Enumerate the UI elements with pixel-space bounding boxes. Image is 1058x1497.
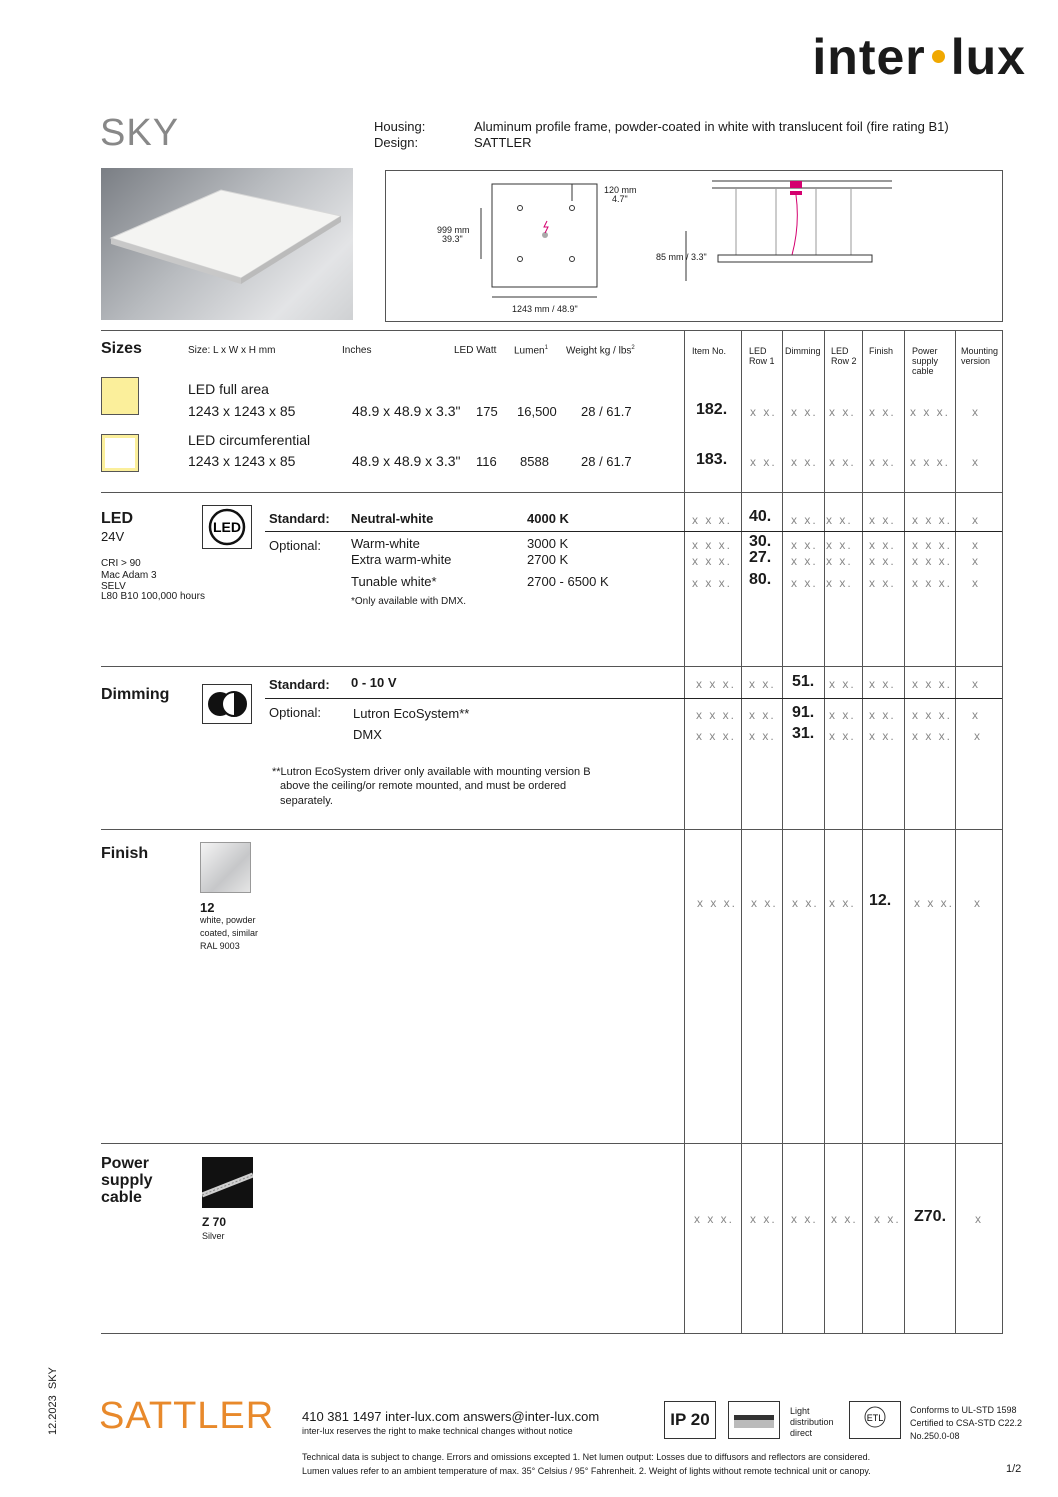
x-mark: x x x. <box>692 538 733 552</box>
x-mark: x x. <box>791 538 818 552</box>
finish-desc: RAL 9003 <box>200 941 240 951</box>
footer-contact[interactable]: 410 381 1497 inter-lux.com answers@inter-lux.com <box>302 1409 600 1424</box>
x-mark: x x. <box>749 708 776 722</box>
size-row-weight: 28 / 61.7 <box>581 454 632 469</box>
x-mark: x x. <box>869 455 896 469</box>
side-date: 12.2023 SKY <box>47 1367 59 1435</box>
x-mark: x x x. <box>696 677 737 691</box>
design-value: SATTLER <box>474 135 532 150</box>
x-mark: x x. <box>829 729 856 743</box>
led-standard-code: 40. <box>749 508 772 525</box>
x-mark: x x x. <box>692 576 733 590</box>
col-lumen: Lumen$^1$ <box>514 345 548 357</box>
x-mark: x x x. <box>912 554 953 568</box>
led-option-temp: 3000 K <box>527 536 569 551</box>
dim-393: 39.3" <box>442 234 463 244</box>
led-optional-label: Optional: <box>269 538 322 553</box>
dimming-label: Dimming <box>101 686 170 703</box>
dimming-option-name: Lutron EcoSystem** <box>353 706 470 721</box>
x-mark: x x. <box>791 1212 818 1226</box>
x-mark: x x x. <box>692 554 733 568</box>
x-mark: x x x. <box>910 455 951 469</box>
housing-label: Housing: <box>374 119 426 134</box>
dimming-standard-name: 0 - 10 V <box>351 675 397 690</box>
x-mark: x <box>972 538 980 552</box>
footer-tech: Technical data is subject to change. Errors and omissions excepted 1. Net lumen output: Losses due to diffusors and reflectors are considered. <box>302 1452 871 1462</box>
x-mark: x x. <box>869 576 896 590</box>
x-mark: x x. <box>829 896 856 910</box>
x-mark: x x x. <box>912 677 953 691</box>
etl-mark-icon <box>849 1401 901 1439</box>
dimming-standard-label: Standard: <box>269 677 330 692</box>
x-mark: x x x. <box>694 1212 735 1226</box>
finish-code: 12 <box>200 900 215 915</box>
size-row-weight: 28 / 61.7 <box>581 404 632 419</box>
dimming-option-code: 91. <box>792 704 815 721</box>
x-mark: x x. <box>791 405 818 419</box>
dimming-note: **Lutron EcoSystem driver only available with mounting version B <box>272 766 591 778</box>
x-mark: x <box>972 455 980 469</box>
x-mark: x x. <box>869 708 896 722</box>
housing-value: Aluminum profile frame, powder-coated in white with translucent foil (fire rating B1) <box>474 119 949 134</box>
x-mark: x x. <box>831 1212 858 1226</box>
x-mark: x x x. <box>912 513 953 527</box>
size-row-size: 1243 x 1243 x 85 <box>188 403 296 419</box>
size-row-code: 182. <box>696 401 728 418</box>
x-mark: x x. <box>750 455 777 469</box>
x-mark: x x. <box>826 576 853 590</box>
col-power: Power supply cable <box>912 346 939 376</box>
dimming-icon <box>202 684 252 724</box>
led-standard-temp: 4000 K <box>527 511 569 526</box>
footer-reserve: inter-lux reserves the right to make technical changes without notice <box>302 1426 573 1436</box>
finish-label: Finish <box>101 845 149 862</box>
x-mark: x x. <box>791 513 818 527</box>
size-row-name: LED full area <box>188 381 269 397</box>
col-inches: Inches <box>342 345 372 356</box>
page-number: 1/2 <box>1006 1463 1022 1475</box>
x-mark: x x. <box>751 896 778 910</box>
svg-text:ETL: ETL <box>866 1413 884 1423</box>
x-mark: x x. <box>749 729 776 743</box>
led-mac: Mac Adam 3 <box>101 570 157 581</box>
dim-1243: 1243 mm / 48.9" <box>512 304 578 314</box>
dim-120: 120 mm <box>604 185 637 195</box>
x-mark: x <box>972 554 980 568</box>
dimming-option-code: 31. <box>792 725 815 742</box>
led-option-temp: 2700 - 6500 K <box>527 574 609 589</box>
dimming-optional-label: Optional: <box>269 705 322 720</box>
col-size: Size: L x W x H mm <box>188 345 276 356</box>
swatch-full-area <box>101 377 139 415</box>
x-mark: x x. <box>791 576 818 590</box>
x-mark: x x x. <box>912 729 953 743</box>
dimming-note: above the ceiling/or remote mounted, and must be ordered <box>280 780 567 792</box>
x-mark: x x. <box>874 1212 901 1226</box>
led-volt: 24V <box>101 529 125 544</box>
x-mark: x x. <box>829 677 856 691</box>
led-selv: SELV <box>101 581 126 592</box>
technical-drawing <box>385 170 1003 322</box>
led-note: *Only available with DMX. <box>351 596 467 607</box>
x-mark: x x. <box>792 896 819 910</box>
led-option-name: Warm-white <box>351 536 420 551</box>
led-standard-name: Neutral-white <box>351 511 434 526</box>
x-mark: x x x. <box>914 896 955 910</box>
size-row-watt: 175 <box>476 404 498 419</box>
col-dimming: Dimming <box>785 346 821 356</box>
x-mark: x x. <box>791 554 818 568</box>
col-finish: Finish <box>869 346 894 356</box>
dimming-option-name: DMX <box>353 727 382 742</box>
x-mark: x x. <box>826 513 853 527</box>
x-mark: x <box>972 677 980 691</box>
power-code: Z 70 <box>202 1215 227 1229</box>
led-label: LED <box>101 510 133 527</box>
finish-desc: white, powder <box>200 915 256 925</box>
size-row-size: 1243 x 1243 x 85 <box>188 453 296 469</box>
x-mark: x <box>972 513 980 527</box>
led-option-code: 80. <box>749 571 772 588</box>
led-l80: L80 B10 100,000 hours <box>101 591 205 602</box>
x-mark: x x. <box>869 677 896 691</box>
x-mark: x <box>972 405 980 419</box>
x-mark: x x. <box>826 538 853 552</box>
x-mark: x x. <box>869 538 896 552</box>
x-mark: x x. <box>829 455 856 469</box>
col-item: Item No. <box>692 346 727 356</box>
size-row-lumen: 16,500 <box>517 404 557 419</box>
x-mark: x <box>974 729 982 743</box>
led-option-name: Extra warm-white <box>351 552 452 567</box>
size-row-name: LED circumferential <box>188 432 311 448</box>
x-mark: x x x. <box>696 729 737 743</box>
x-mark: x <box>972 576 980 590</box>
led-icon <box>202 505 252 549</box>
size-row-code: 183. <box>696 451 728 468</box>
x-mark: x x x. <box>912 576 953 590</box>
size-row-lumen: 8588 <box>520 454 549 469</box>
dim-47: 4.7" <box>612 194 628 204</box>
x-mark: x x. <box>869 554 896 568</box>
finish-swatch <box>200 842 251 893</box>
light-distribution-icon <box>728 1401 780 1439</box>
x-mark: x x. <box>750 1212 777 1226</box>
size-row-inches: 48.9 x 48.9 x 3.3" <box>352 403 461 419</box>
x-mark: x x x. <box>696 708 737 722</box>
col-watt: LED Watt <box>454 345 497 356</box>
x-mark: x <box>975 1212 983 1226</box>
light-distribution-text: Light distribution direct <box>790 1406 834 1438</box>
power-label: Power supply cable <box>101 1155 153 1206</box>
x-mark: x x x. <box>697 896 738 910</box>
x-mark: x x. <box>829 405 856 419</box>
footer-tech: Lumen values refer to an ambient temperature of max. 35° Celsius / 95° Fahrenheit. 2. Weight of lights without remote technical unit or canopy. <box>302 1466 871 1476</box>
led-standard-label: Standard: <box>269 511 330 526</box>
led-option-code: 27. <box>749 549 772 566</box>
finish-desc: coated, similar <box>200 928 259 938</box>
cable-swatch <box>202 1157 253 1208</box>
x-mark: x x. <box>869 729 896 743</box>
dim-999: 999 mm <box>437 225 470 235</box>
page-title: SKY <box>100 112 180 154</box>
svg-text:LED: LED <box>213 519 241 535</box>
dimming-standard-code: 51. <box>792 673 815 690</box>
x-mark: x x x. <box>912 708 953 722</box>
col-mount: Mounting version <box>961 346 999 366</box>
finish-order-code: 12. <box>869 892 892 909</box>
led-option-name: Tunable white* <box>351 574 437 589</box>
x-mark: x x. <box>749 677 776 691</box>
col-row2: LED Row 2 <box>831 346 857 366</box>
col-weight: Weight kg / lbs$^2$ <box>566 345 635 357</box>
sattler-logo: SATTLER <box>99 1395 275 1437</box>
swatch-circumferential <box>101 434 139 472</box>
x-mark: x x. <box>791 455 818 469</box>
x-mark: x x. <box>869 513 896 527</box>
product-photo <box>101 168 353 320</box>
x-mark: x x x. <box>692 513 733 527</box>
x-mark: x x. <box>869 405 896 419</box>
x-mark: x x. <box>829 708 856 722</box>
power-order-code: Z70. <box>914 1208 947 1225</box>
x-mark: x x x. <box>910 405 951 419</box>
led-cri: CRI > 90 <box>101 558 141 569</box>
led-option-code: 30. <box>749 533 772 550</box>
ip-badge: IP 20 <box>664 1401 716 1439</box>
size-row-inches: 48.9 x 48.9 x 3.3" <box>352 453 461 469</box>
dim-85: 85 mm / 3.3" <box>656 252 707 262</box>
x-mark: x x. <box>750 405 777 419</box>
x-mark: x x x. <box>912 538 953 552</box>
logo-dot <box>932 50 945 63</box>
x-mark: x <box>972 708 980 722</box>
conformity-text: Conforms to UL-STD 1598 Certified to CSA-STD C22.2 No.250.0-08 <box>910 1405 1023 1441</box>
design-label: Design: <box>374 135 419 150</box>
x-mark: x <box>974 896 982 910</box>
power-desc: Silver <box>202 1231 225 1241</box>
sizes-label: Sizes <box>101 340 142 357</box>
dimming-note: separately. <box>280 795 333 807</box>
col-row1: LED Row 1 <box>749 346 775 366</box>
led-option-temp: 2700 K <box>527 552 569 567</box>
brand-logo: inter lux <box>812 29 1026 85</box>
size-row-watt: 116 <box>476 454 497 469</box>
x-mark: x x. <box>826 554 853 568</box>
